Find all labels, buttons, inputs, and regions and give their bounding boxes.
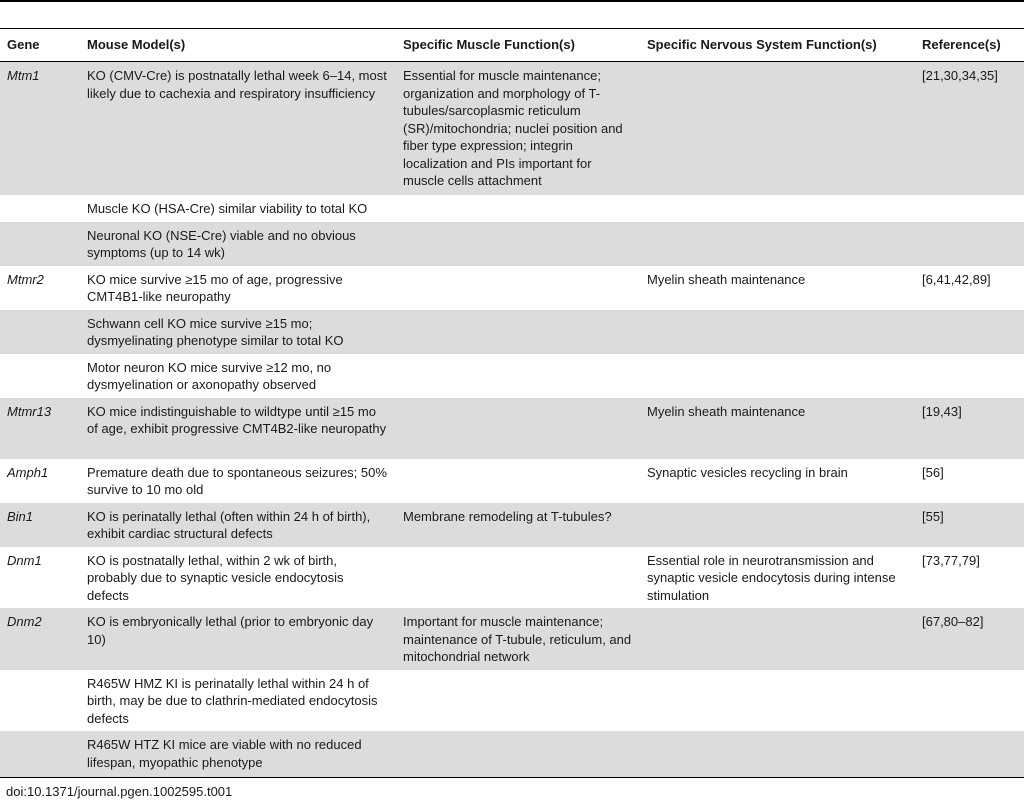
table-row bbox=[0, 670, 1024, 732]
mouse-model-cell: KO mice indistinguishable to wildtype until ≥15 mo of age, exhibit progressive CMT4B2-like neuropathy bbox=[80, 398, 396, 459]
mouse-model-cell: KO mice survive ≥15 mo of age, progressive CMT4B1-like neuropathy bbox=[87, 271, 343, 304]
gene-cell bbox=[0, 670, 80, 732]
reference-cell: [56] bbox=[922, 464, 944, 480]
nervous-function-cell bbox=[640, 310, 915, 354]
header-references: Reference(s) bbox=[915, 29, 1024, 62]
nervous-function-cell bbox=[640, 731, 915, 777]
header-muscle-function: Specific Muscle Function(s) bbox=[396, 29, 640, 62]
nervous-function-cell: Myelin sheath maintenance bbox=[640, 398, 915, 459]
table-row bbox=[0, 608, 1024, 670]
muscle-function-cell bbox=[396, 195, 640, 222]
nervous-function-cell bbox=[640, 608, 915, 670]
gene-cell: Dnm2 bbox=[0, 608, 80, 670]
gene-cell bbox=[0, 222, 80, 266]
muscle-function-cell bbox=[396, 310, 640, 354]
reference-cell: [73,77,79] bbox=[922, 552, 980, 568]
table-row bbox=[0, 354, 1024, 398]
muscle-function-cell bbox=[396, 731, 640, 777]
gene-function-table bbox=[0, 28, 1024, 778]
mouse-model-cell: KO (CMV-Cre) is postnatally lethal week 6–14, most likely due to cachexia and respiratory insufficiency bbox=[80, 62, 396, 195]
mouse-model-cell: KO is postnatally lethal, within 2 wk of birth, probably due to synaptic vesicle endocytosis defects bbox=[87, 552, 344, 603]
mouse-model-cell: KO is embryonically lethal (prior to embryonic day 10) bbox=[80, 608, 396, 670]
mouse-model-cell: R465W HTZ KI mice are viable with no reduced lifespan, myopathic phenotype bbox=[80, 731, 396, 777]
table-body bbox=[0, 62, 1024, 778]
mouse-model-cell: R465W HMZ KI is perinatally lethal within 24 h of birth, may be due to clathrin-mediated endocytosis defects bbox=[87, 675, 378, 726]
table-row bbox=[0, 62, 1024, 195]
table-row bbox=[0, 195, 1024, 222]
top-rule bbox=[0, 0, 1024, 2]
mouse-model-cell: KO is perinatally lethal (often within 24 h of birth), exhibit cardiac structural defects bbox=[80, 503, 396, 547]
nervous-function-cell: Essential role in neurotransmission and synaptic vesicle endocytosis during intense stimulation bbox=[647, 552, 896, 603]
gene-cell: Mtm1 bbox=[0, 62, 80, 195]
mouse-model-cell: Neuronal KO (NSE-Cre) viable and no obvious symptoms (up to 14 wk) bbox=[80, 222, 396, 266]
muscle-function-cell: Essential for muscle maintenance; organization and morphology of T-tubules/sarcoplasmic reticulum (SR)/mitochondria; nuclei position and fiber type expression; integrin localization and PIs important for muscle cells attachment bbox=[396, 62, 640, 195]
table-row bbox=[0, 266, 1024, 310]
gene-cell bbox=[0, 354, 80, 398]
nervous-function-cell: Synaptic vesicles recycling in brain bbox=[647, 464, 848, 480]
table-header bbox=[0, 29, 1024, 62]
reference-cell bbox=[915, 222, 1024, 266]
nervous-function-cell bbox=[640, 222, 915, 266]
gene-cell bbox=[0, 310, 80, 354]
reference-cell: [19,43] bbox=[915, 398, 1024, 459]
muscle-function-cell bbox=[396, 222, 640, 266]
muscle-function-cell: Membrane remodeling at T-tubules? bbox=[396, 503, 640, 547]
mouse-model-cell: Schwann cell KO mice survive ≥15 mo; dysmyelinating phenotype similar to total KO bbox=[80, 310, 396, 354]
table-row bbox=[0, 310, 1024, 354]
muscle-function-cell bbox=[396, 670, 640, 732]
nervous-function-cell bbox=[640, 62, 915, 195]
table-row bbox=[0, 459, 1024, 503]
gene-cell bbox=[0, 731, 80, 777]
reference-cell bbox=[915, 354, 1024, 398]
table-row bbox=[0, 398, 1024, 459]
nervous-function-cell bbox=[640, 354, 915, 398]
reference-cell: [55] bbox=[915, 503, 1024, 547]
mouse-model-cell: Motor neuron KO mice survive ≥12 mo, no dysmyelination or axonopathy observed bbox=[87, 359, 332, 392]
gene-cell: Mtmr13 bbox=[0, 398, 80, 459]
gene-cell: Mtmr2 bbox=[7, 271, 44, 287]
muscle-function-cell: Important for muscle maintenance; maintenance of T-tubule, reticulum, and mitochondrial network bbox=[396, 608, 640, 670]
nervous-function-cell bbox=[640, 195, 915, 222]
muscle-function-cell bbox=[396, 266, 640, 310]
mouse-model-cell: Muscle KO (HSA-Cre) similar viability to total KO bbox=[87, 200, 368, 216]
nervous-function-cell: Myelin sheath maintenance bbox=[647, 271, 806, 287]
gene-cell bbox=[0, 195, 80, 222]
table-row bbox=[0, 547, 1024, 609]
reference-cell bbox=[915, 310, 1024, 354]
reference-cell: [67,80–82] bbox=[915, 608, 1024, 670]
table-row bbox=[0, 222, 1024, 266]
table-row bbox=[0, 731, 1024, 777]
reference-cell: [6,41,42,89] bbox=[922, 271, 991, 287]
nervous-function-cell bbox=[640, 670, 915, 732]
gene-cell: Amph1 bbox=[7, 464, 49, 480]
gene-cell: Bin1 bbox=[0, 503, 80, 547]
reference-cell bbox=[915, 731, 1024, 777]
muscle-function-cell bbox=[396, 354, 640, 398]
reference-cell bbox=[915, 670, 1024, 732]
nervous-function-cell bbox=[640, 503, 915, 547]
header-mouse-model: Mouse Model(s) bbox=[80, 29, 396, 62]
table-row bbox=[0, 503, 1024, 547]
muscle-function-cell bbox=[396, 398, 640, 459]
mouse-model-cell: Premature death due to spontaneous seizures; 50% survive to 10 mo old bbox=[87, 464, 387, 497]
reference-cell: [21,30,34,35] bbox=[915, 62, 1024, 195]
gene-cell: Dnm1 bbox=[7, 552, 42, 568]
reference-cell bbox=[915, 195, 1024, 222]
muscle-function-cell bbox=[396, 459, 640, 503]
header-gene: Gene bbox=[0, 29, 80, 62]
header-nervous-function: Specific Nervous System Function(s) bbox=[640, 29, 915, 62]
muscle-function-cell bbox=[396, 547, 640, 609]
doi-caption: doi:10.1371/journal.pgen.1002595.t001 bbox=[6, 784, 233, 799]
header-row bbox=[0, 29, 1024, 62]
